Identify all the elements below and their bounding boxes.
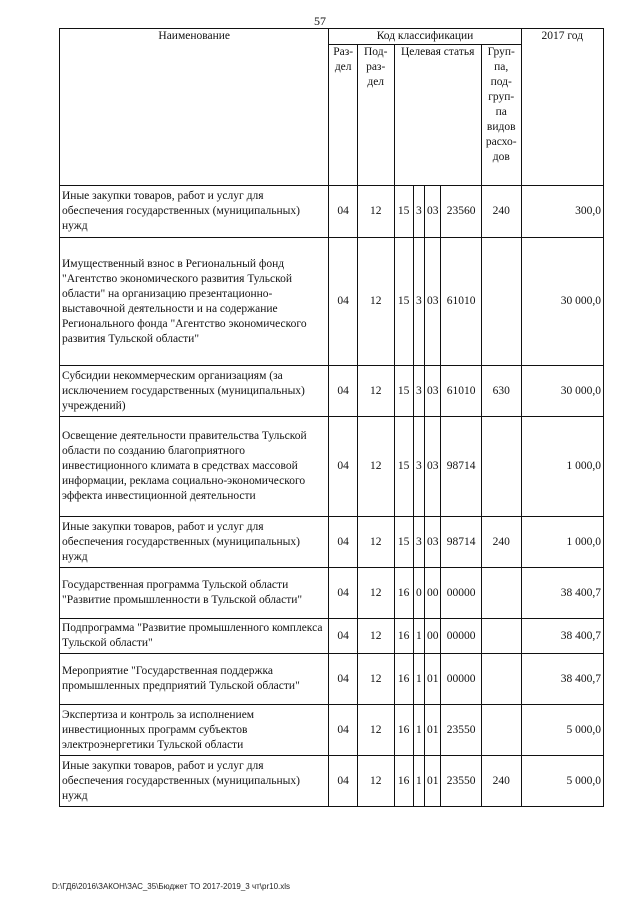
cell-target-direction: 98714 <box>441 417 482 517</box>
cell-target-direction: 23560 <box>441 186 482 238</box>
cell-section: 04 <box>329 619 357 654</box>
cell-expense-group <box>481 568 521 619</box>
cell-expense-group: 240 <box>481 186 521 238</box>
cell-section: 04 <box>329 366 357 417</box>
table-body <box>60 186 604 807</box>
cell-amount-2017: 300,0 <box>521 186 603 238</box>
cell-target-event: 03 <box>424 186 440 238</box>
cell-expense-group <box>481 417 521 517</box>
cell-expense-group: 240 <box>481 517 521 568</box>
cell-amount-2017: 30 000,0 <box>521 366 603 417</box>
cell-name: Экспертиза и контроль за исполнением инвестиционных программ субъектов электроэнергетики Тульской области <box>60 705 329 756</box>
cell-target-program: 15 <box>394 517 413 568</box>
table-row <box>60 654 604 705</box>
cell-amount-2017: 38 400,7 <box>521 654 603 705</box>
cell-target-subprogram: 3 <box>413 417 424 517</box>
cell-name: Подпрограмма "Развитие промышленного комплекса Тульской области" <box>60 619 329 654</box>
cell-section: 04 <box>329 756 357 807</box>
table-row <box>60 366 604 417</box>
cell-expense-group: 240 <box>481 756 521 807</box>
cell-expense-group <box>481 238 521 366</box>
cell-amount-2017: 5 000,0 <box>521 705 603 756</box>
cell-target-direction: 61010 <box>441 238 482 366</box>
cell-target-program: 16 <box>394 756 413 807</box>
cell-amount-2017: 38 400,7 <box>521 568 603 619</box>
table-row <box>60 619 604 654</box>
cell-section: 04 <box>329 654 357 705</box>
table-row <box>60 186 604 238</box>
cell-section: 04 <box>329 417 357 517</box>
table-header <box>60 29 604 186</box>
header-target-article: Целевая статья <box>394 45 481 186</box>
cell-subsection: 12 <box>357 186 394 238</box>
cell-target-program: 15 <box>394 417 413 517</box>
table-row <box>60 517 604 568</box>
header-name: Наименование <box>60 29 329 186</box>
cell-name: Государственная программа Тульской области "Развитие промышленности в Тульской области" <box>60 568 329 619</box>
cell-target-direction: 23550 <box>441 705 482 756</box>
cell-amount-2017: 30 000,0 <box>521 238 603 366</box>
cell-name: Субсидии некоммерческим организациям (за исключением государственных (муниципальных) учреждений) <box>60 366 329 417</box>
cell-target-program: 16 <box>394 619 413 654</box>
cell-target-event: 03 <box>424 238 440 366</box>
cell-target-subprogram: 1 <box>413 619 424 654</box>
cell-section: 04 <box>329 238 357 366</box>
cell-section: 04 <box>329 517 357 568</box>
cell-target-program: 16 <box>394 568 413 619</box>
cell-target-event: 00 <box>424 619 440 654</box>
cell-target-event: 03 <box>424 517 440 568</box>
header-year: 2017 год <box>521 29 603 186</box>
cell-amount-2017: 38 400,7 <box>521 619 603 654</box>
cell-target-subprogram: 1 <box>413 756 424 807</box>
cell-target-subprogram: 3 <box>413 186 424 238</box>
cell-name: Мероприятие "Государственная поддержка промышленных предприятий Тульской области" <box>60 654 329 705</box>
cell-target-event: 01 <box>424 705 440 756</box>
cell-name: Имущественный взнос в Региональный фонд "Агентство экономического развития Тульской области" на организацию презентационно-выставочной деятельности и на содержание Регионального фонда "Агентство экономического развития Тульской области" <box>60 238 329 366</box>
cell-name: Иные закупки товаров, работ и услуг для обеспечения государственных (муниципальных) нужд <box>60 517 329 568</box>
cell-target-program: 15 <box>394 186 413 238</box>
cell-section: 04 <box>329 568 357 619</box>
table-row <box>60 417 604 517</box>
header-section: Раз- дел <box>329 45 357 186</box>
cell-name: Освещение деятельности правительства Тульской области по созданию благоприятного инвестиционного климата в средствах массовой информации, реклама социально-экономического эффекта инвестиционной деятельности <box>60 417 329 517</box>
cell-target-subprogram: 0 <box>413 568 424 619</box>
cell-target-event: 03 <box>424 366 440 417</box>
cell-name: Иные закупки товаров, работ и услуг для обеспечения государственных (муниципальных) нужд <box>60 186 329 238</box>
cell-target-program: 16 <box>394 654 413 705</box>
cell-amount-2017: 1 000,0 <box>521 417 603 517</box>
cell-target-event: 03 <box>424 417 440 517</box>
cell-subsection: 12 <box>357 238 394 366</box>
cell-subsection: 12 <box>357 517 394 568</box>
cell-target-program: 15 <box>394 366 413 417</box>
cell-expense-group: 630 <box>481 366 521 417</box>
cell-section: 04 <box>329 186 357 238</box>
header-classification: Код классификации <box>329 29 521 45</box>
cell-target-direction: 00000 <box>441 654 482 705</box>
cell-expense-group <box>481 619 521 654</box>
cell-target-event: 01 <box>424 756 440 807</box>
cell-subsection: 12 <box>357 654 394 705</box>
cell-name: Иные закупки товаров, работ и услуг для обеспечения государственных (муниципальных) нужд <box>60 756 329 807</box>
table-row <box>60 705 604 756</box>
footer-file-path: D:\ГД6\2016\ЗАКОН\ЗАС_35\Бюджет ТО 2017-2019_3 чт\pr10.xls <box>52 882 291 891</box>
cell-subsection: 12 <box>357 619 394 654</box>
cell-expense-group <box>481 705 521 756</box>
table-row <box>60 238 604 366</box>
cell-expense-group <box>481 654 521 705</box>
cell-amount-2017: 1 000,0 <box>521 517 603 568</box>
cell-target-event: 00 <box>424 568 440 619</box>
cell-target-subprogram: 3 <box>413 366 424 417</box>
cell-target-direction: 23550 <box>441 756 482 807</box>
table-row <box>60 568 604 619</box>
cell-target-subprogram: 3 <box>413 517 424 568</box>
cell-target-subprogram: 1 <box>413 705 424 756</box>
cell-target-program: 16 <box>394 705 413 756</box>
cell-target-subprogram: 1 <box>413 654 424 705</box>
cell-target-program: 15 <box>394 238 413 366</box>
cell-target-subprogram: 3 <box>413 238 424 366</box>
budget-table <box>59 28 604 807</box>
cell-subsection: 12 <box>357 417 394 517</box>
cell-target-direction: 00000 <box>441 568 482 619</box>
cell-target-direction: 61010 <box>441 366 482 417</box>
cell-subsection: 12 <box>357 705 394 756</box>
cell-subsection: 12 <box>357 756 394 807</box>
header-subsection: Под- раз- дел <box>357 45 394 186</box>
cell-target-event: 01 <box>424 654 440 705</box>
cell-amount-2017: 5 000,0 <box>521 756 603 807</box>
cell-subsection: 12 <box>357 366 394 417</box>
page-number: 57 <box>314 14 326 28</box>
header-expense-group: Груп- па, под- груп- па видов расхо- дов <box>481 45 521 186</box>
cell-target-direction: 00000 <box>441 619 482 654</box>
cell-subsection: 12 <box>357 568 394 619</box>
table-row <box>60 756 604 807</box>
cell-section: 04 <box>329 705 357 756</box>
cell-target-direction: 98714 <box>441 517 482 568</box>
